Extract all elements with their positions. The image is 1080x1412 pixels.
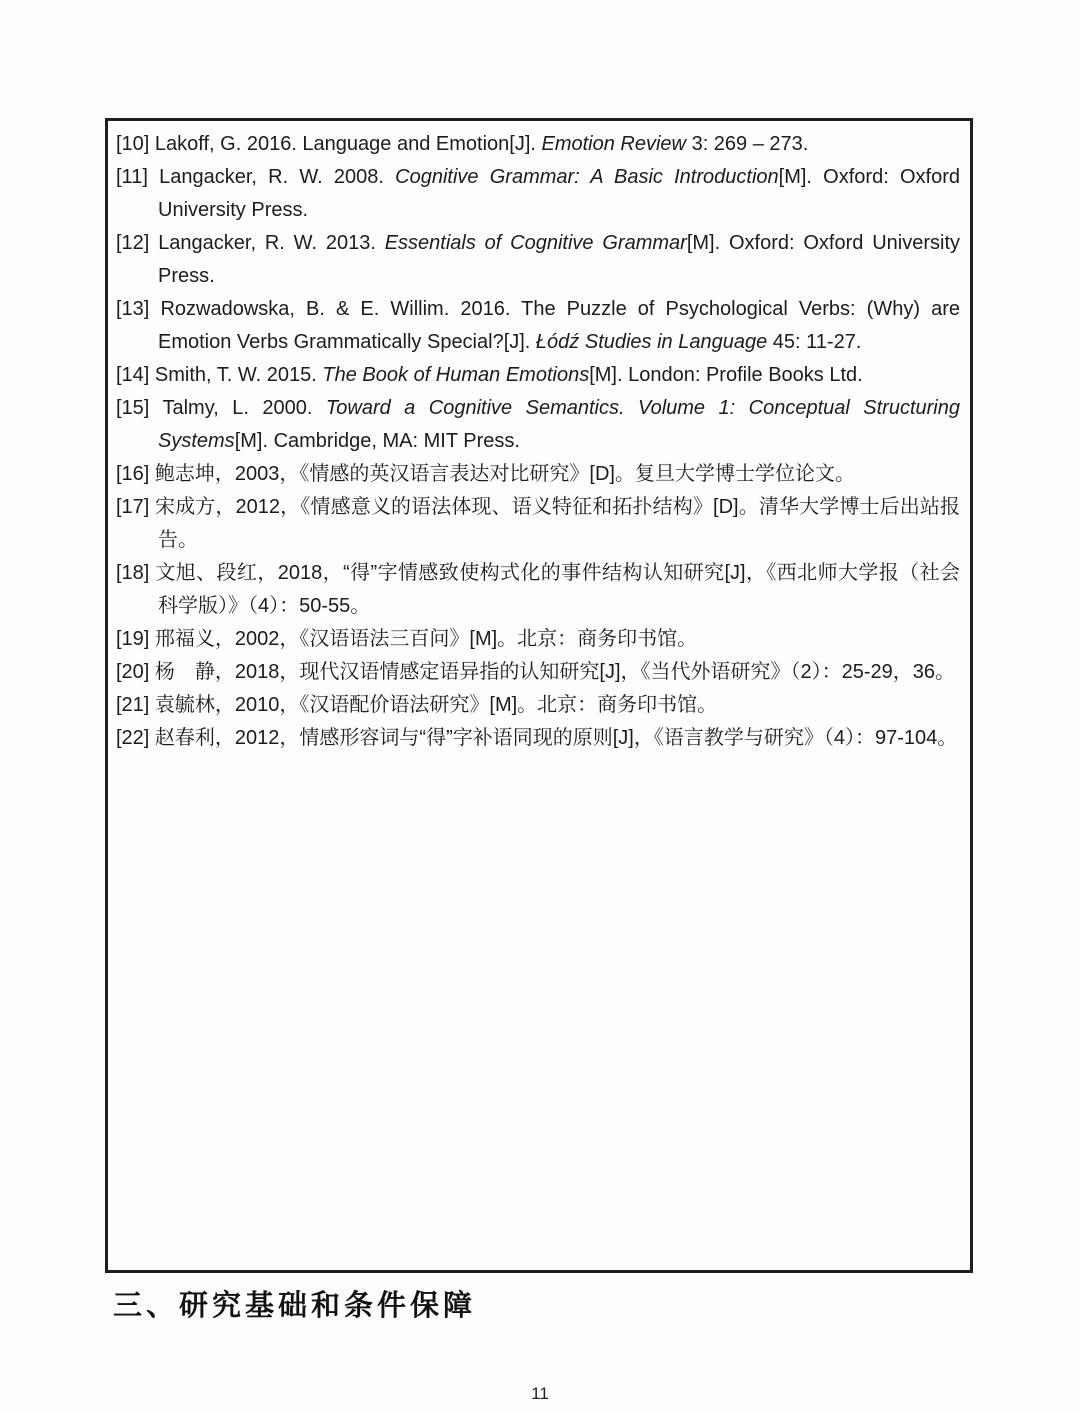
- reference-label: [19]: [116, 628, 150, 650]
- reference-text: 赵春利，2012，情感形容词与“得”字补语同现的原则[J]，《语言教学与研究》（4）：97-104。: [154, 727, 958, 749]
- reference-item: [116, 458, 960, 491]
- reference-text: 杨 静，2018，现代汉语情感定语异指的认知研究[J]，《当代外语研究》（2）：25-29，36。: [154, 661, 956, 683]
- reference-label: [14]: [116, 364, 150, 386]
- reference-label: [18]: [116, 562, 150, 584]
- reference-label: [17]: [116, 496, 150, 518]
- reference-text: [M]. Cambridge, MA: MIT Press.: [234, 430, 520, 452]
- reference-item: [116, 128, 960, 161]
- reference-item: [116, 392, 960, 458]
- reference-text: Essentials of Cognitive Grammar: [384, 232, 687, 254]
- reference-text: [M]. Oxford: Oxford University Press.: [158, 232, 961, 287]
- reference-item: [116, 722, 960, 755]
- reference-text: 文旭、段红，2018，“得”字情感致使构式化的事件结构认知研究[J]，《西北师大学报（社会科学版）》（4）：50-55。: [155, 562, 960, 617]
- reference-text: Langacker, R. W. 2013.: [158, 232, 385, 254]
- reference-item: [116, 293, 960, 359]
- reference-text: 3: 269 – 273.: [686, 133, 809, 155]
- page-number: 11: [531, 1384, 549, 1403]
- reference-item: [116, 491, 960, 557]
- reference-item: [116, 227, 960, 293]
- reference-item: [116, 689, 960, 722]
- reference-text: 袁毓林，2010，《汉语配价语法研究》[M]。北京：商务印书馆。: [154, 694, 718, 716]
- reference-text: Emotion Review: [541, 133, 687, 155]
- reference-text: 鲍志坤，2003，《情感的英汉语言表达对比研究》[D]。复旦大学博士学位论文。: [154, 463, 855, 485]
- reference-text: The Book of Human Emotions: [322, 364, 590, 386]
- reference-label: [21]: [116, 694, 150, 716]
- reference-item: [116, 656, 960, 689]
- reference-label: [15]: [116, 397, 150, 419]
- reference-text: 邢福义，2002，《汉语语法三百问》[M]。北京：商务印书馆。: [154, 628, 698, 650]
- reference-text: Cognitive Grammar: A Basic Introduction: [395, 166, 779, 188]
- reference-item: [116, 557, 960, 623]
- reference-text: Talmy, L. 2000.: [162, 397, 326, 419]
- reference-text: Łódź Studies in Language: [535, 331, 768, 353]
- reference-text: Rozwadowska, B. & E. Willim. 2016. The Puzzle of Psychological Verbs: (Why) are Emotion Verbs Grammatically Special?[J].: [158, 298, 960, 353]
- references-box: [105, 118, 973, 1273]
- reference-label: [12]: [116, 232, 150, 254]
- reference-text: [M]. London: Profile Books Ltd.: [589, 364, 863, 386]
- reference-text: [M]. Oxford: Oxford University Press.: [158, 166, 960, 221]
- reference-item: [116, 359, 960, 392]
- reference-item: [116, 623, 960, 656]
- reference-label: [22]: [116, 727, 150, 749]
- reference-text: 45: 11-27.: [767, 331, 862, 353]
- reference-label: [13]: [116, 298, 150, 320]
- section-heading: 三、研究基础和条件保障: [113, 1290, 477, 1322]
- reference-item: [116, 161, 960, 227]
- reference-label: [10]: [116, 133, 150, 155]
- reference-text: 宋成方，2012，《情感意义的语法体现、语义特征和拓扑结构》[D]。清华大学博士后出站报告。: [155, 496, 960, 551]
- reference-text: Lakoff, G. 2016. Language and Emotion[J].: [154, 133, 542, 155]
- reference-label: [11]: [116, 166, 148, 188]
- reference-label: [16]: [116, 463, 150, 485]
- reference-text: Langacker, R. W. 2008.: [159, 166, 396, 188]
- reference-text: Smith, T. W. 2015.: [154, 364, 323, 386]
- reference-label: [20]: [116, 661, 150, 683]
- reference-text: Toward a Cognitive Semantics. Volume 1: Conceptual Structuring Systems: [158, 397, 960, 452]
